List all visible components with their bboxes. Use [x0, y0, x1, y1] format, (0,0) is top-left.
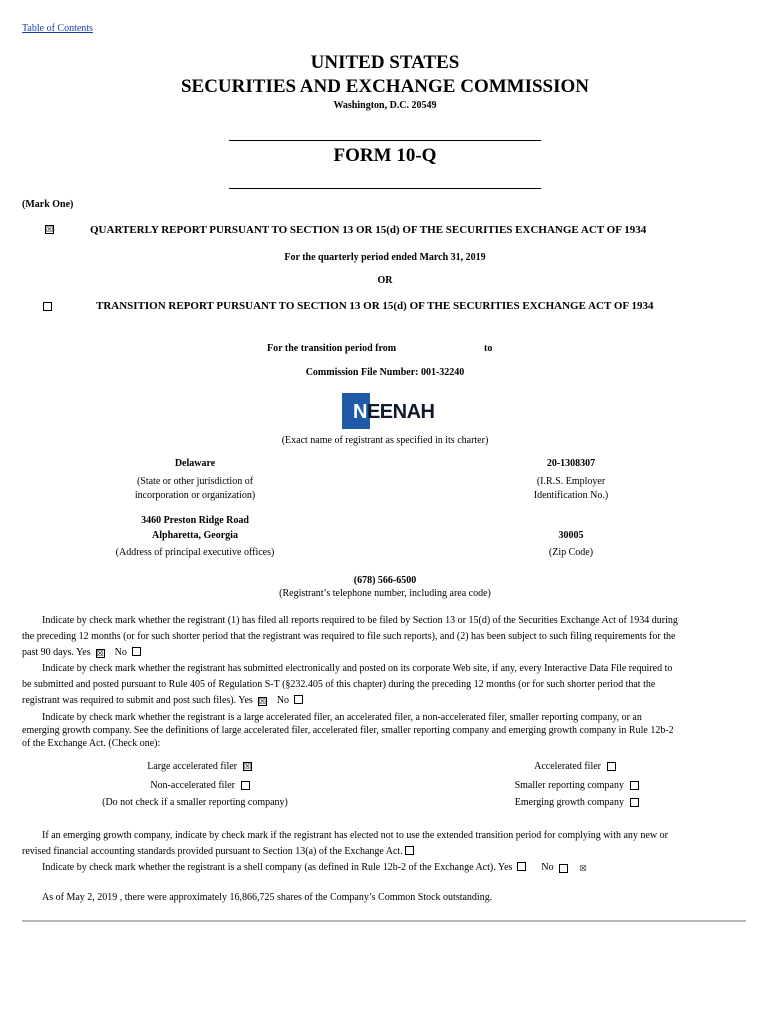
transition-checkbox[interactable]: [43, 302, 52, 311]
header-rule-bottom: [229, 188, 541, 189]
extended-transition-checkbox[interactable]: [405, 846, 414, 855]
page-divider: [22, 920, 746, 922]
irs-value: 20-1308307: [546, 458, 596, 469]
accelerated-filer-label: Accelerated filer: [534, 761, 601, 772]
interactive-data-no-checkbox[interactable]: [294, 695, 303, 704]
para3-line2: emerging growth company. See the definitions of large accelerated filer, accelerated filer, smaller reporting company and emerging growth company in Rule 12b-2: [22, 725, 674, 736]
para1-line2: the preceding 12 months (or for such shorter period that the registrant was required to file such reports), and (2) has been subject to such filing requirements for the: [22, 631, 676, 642]
para5-line: [22, 860, 746, 876]
smaller-reporting-company-label: Smaller reporting company: [514, 780, 624, 791]
phone-value: (678) 566-6500: [353, 575, 417, 586]
filer-status-paragraph: [22, 711, 746, 750]
para5-no-label: No: [541, 862, 554, 873]
non-accelerated-filer-label: Non-accelerated filer: [150, 780, 235, 791]
shares-outstanding: As of May 2, 2019 , there were approximately 16,866,725 shares of the Company’s Common Stock outstanding.: [42, 892, 493, 903]
quarterly-checkbox[interactable]: ☒: [46, 225, 54, 234]
header-line1: UNITED STATES: [310, 52, 460, 73]
address-line1: 3460 Preston Ridge Road: [141, 515, 249, 526]
logo-letter: N: [353, 401, 367, 423]
header-line2: SECURITIES AND EXCHANGE COMMISSION: [180, 76, 590, 97]
emerging-growth-company-label: Emerging growth company: [514, 797, 624, 808]
or-text: OR: [377, 275, 393, 286]
transition-period-from: For the transition period from: [267, 343, 397, 354]
para3-line3: of the Exchange Act. (Check one):: [22, 738, 161, 749]
logo-rest: EENAH: [366, 401, 435, 423]
state-caption-2: incorporation or organization): [134, 490, 256, 501]
para4-line1: If an emerging growth company, indicate by check mark if the registrant has elected not to use the extended transition period for complying with any new or: [42, 830, 668, 841]
para1-yes-label: past 90 days. Yes: [22, 647, 91, 658]
irs-caption-2: Identification No.): [533, 490, 609, 501]
address-caption: (Address of principal executive offices): [115, 547, 275, 558]
para4-line2: [22, 844, 746, 860]
phone-caption: (Registrant’s telephone number, including area code): [279, 588, 491, 599]
neenah-logo: [353, 401, 434, 424]
accelerated-filer-checkbox[interactable]: [607, 762, 616, 771]
para1-no-label: No: [114, 647, 127, 658]
para1-line1: Indicate by check mark whether the registrant (1) has filed all reports required to be filed by Section 13 or 15(d) of the Securities Exchange Act of 1934 during: [42, 615, 678, 626]
state-caption-1: (State or other jurisdiction of: [136, 476, 254, 487]
address-line2: Alpharetta, Georgia: [152, 530, 238, 541]
shell-company-yes-checkbox[interactable]: [517, 862, 526, 871]
form-title: FORM 10-Q: [333, 145, 437, 166]
do-not-check-note: (Do not check if a smaller reporting company): [102, 797, 288, 808]
irs-caption-1: (I.R.S. Employer: [536, 476, 606, 487]
non-accelerated-filer-checkbox[interactable]: [241, 781, 250, 790]
para1-line3: [22, 645, 746, 661]
table-of-contents-link[interactable]: Table of Contents: [22, 23, 93, 34]
zip-caption: (Zip Code): [548, 547, 594, 558]
para2-line1: Indicate by check mark whether the registrant has submitted electronically and posted on its corporate Web site, if any, every Interactive Data File required to: [42, 663, 673, 674]
transition-period-to: to: [484, 343, 493, 354]
para2-yes-label: registrant was required to submit and post such files). Yes: [22, 695, 253, 706]
zip-value: 30005: [558, 530, 584, 541]
para2-line3: [22, 693, 746, 709]
quarterly-report-label: QUARTERLY REPORT PURSUANT TO SECTION 13 OR 15(d) OF THE SECURITIES EXCHANGE ACT OF 1934: [90, 224, 647, 236]
filing-yes-checkbox[interactable]: ☒: [96, 649, 104, 658]
quarterly-period: For the quarterly period ended March 31, 2019: [284, 252, 486, 263]
state-value: Delaware: [174, 458, 216, 469]
emerging-growth-company-checkbox[interactable]: [630, 798, 639, 807]
para2-line2: be submitted and posted pursuant to Rule 405 of Regulation S-T (§232.405 of this chapter) during the preceding 12 months (or for such shorter period that the: [22, 679, 656, 690]
commission-file-number: Commission File Number: 001-32240: [305, 367, 465, 378]
para3-line1: Indicate by check mark whether the registrant is a large accelerated filer, an accelerated filer, a non-accelerated filer, smaller reporting company, or an: [42, 712, 642, 723]
large-accelerated-filer-checkbox[interactable]: ☒: [244, 762, 252, 771]
interactive-data-yes-checkbox[interactable]: ☒: [258, 697, 266, 706]
transition-report-label: TRANSITION REPORT PURSUANT TO SECTION 13 OR 15(d) OF THE SECURITIES EXCHANGE ACT OF 1934: [96, 300, 654, 312]
header-location: Washington, D.C. 20549: [333, 100, 437, 111]
smaller-reporting-company-checkbox[interactable]: [630, 781, 639, 790]
filing-no-checkbox[interactable]: [132, 647, 141, 656]
para4-line2-text: revised financial accounting standards provided pursuant to Section 13(a) of the Exchange Act.: [22, 846, 403, 857]
filing-requirements-paragraph: [22, 613, 746, 709]
para5-yes-label: Indicate by check mark whether the registrant is a shell company (as defined in Rule 12b-2 of the Exchange Act). Yes: [42, 862, 513, 873]
mark-one: (Mark One): [22, 199, 74, 210]
large-accelerated-filer-label: Large accelerated filer: [147, 761, 237, 772]
registrant-name-caption: (Exact name of registrant as specified in its charter): [281, 435, 489, 446]
header-rule-top: [229, 140, 541, 141]
transition-election-paragraph: [22, 828, 746, 876]
para2-no-label: No: [276, 695, 290, 706]
shell-company-no-checkbox[interactable]: ☒: [559, 864, 568, 873]
